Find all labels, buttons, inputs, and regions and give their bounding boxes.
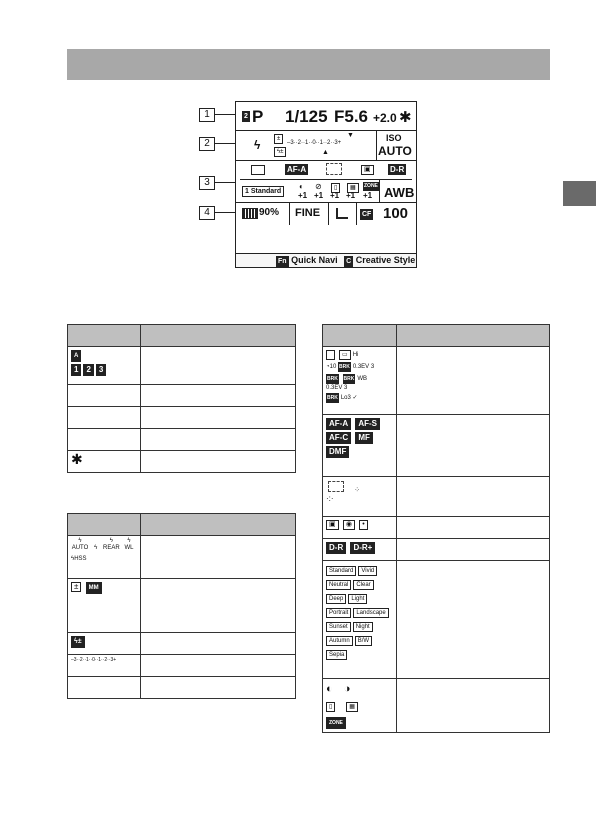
table-cell [141,677,296,699]
exposure-compensation: +2.0 [373,111,397,125]
flash-icon: ϟ [254,138,261,152]
creative-style-name: Standard [250,188,282,195]
header-cell [68,514,141,536]
style-portrait-icon: Portrait [326,608,351,618]
table-cell [397,477,550,517]
drive-single-icon [251,165,265,175]
row-label-line [215,143,235,144]
chapter-tab [563,181,596,206]
creative-style-icon: 1 Standard [242,186,284,197]
header-cell [141,514,296,536]
table-cell [141,655,296,677]
battery-percent: 90% [259,207,280,218]
dro-advanced-icon: D-R+ [350,542,375,554]
saturation-value: +1 [314,191,324,200]
c-button-icon: C [346,258,352,265]
af-s-icon: AF-S [355,418,380,430]
brightness-icon: ▦ [347,183,359,193]
style-autumn-icon: Autumn [326,636,353,646]
flash-auto-icon: ϟ AUTO [71,538,89,551]
zone-value: +1 [363,191,373,200]
flash-comp-icon: ϟ± [274,147,286,157]
style-params-cell [323,679,397,733]
metering-icon: ▣ [361,165,374,175]
af-spot-icon: ⁘ [354,487,361,494]
metering-center-icon: ◉ [343,520,355,530]
memory-icon: 2 [244,113,248,120]
bracket-c-value: 0.3EV 3 [352,364,375,370]
table-cell [141,429,296,451]
saturation-icon: ◑ [343,683,351,695]
table-cell [141,451,296,473]
scale-marker-bottom: ▲ [322,149,329,156]
contrast-value: +1 [298,191,308,200]
flash-wl-icon: ϟ WL [124,538,134,551]
brightness-icon: ▦ [346,702,358,712]
divider [289,203,290,225]
sharpness-icon: ▯ [326,702,335,712]
fn-button-icon: Fn [278,258,287,265]
flash-modes-cell [68,536,141,579]
scale-marker-top: ▼ [347,132,354,139]
table-cell [68,677,141,699]
mf-icon: MF [355,432,373,444]
aperture-value: F5.6 [334,107,369,126]
flash-fill-icon: ϟ [94,545,98,551]
saturation-icon: ⊘ [315,182,322,191]
bracket-s-value: 0.3EV 3 [326,385,348,391]
af-modes-cell [323,415,397,477]
row-label-line [215,114,235,115]
divider [356,203,357,225]
contrast-icon: ◐ [299,182,304,191]
flash-comp-icon: ϟ± [71,636,85,648]
memory-2-icon: 2 [83,364,93,376]
af-mode-icon: AF-A [287,165,307,174]
memory-3-icon: 3 [96,364,106,376]
row-label-line [215,212,235,213]
table-cell [397,561,550,679]
lcd-display-panel [235,101,417,254]
sharpness-icon: ▯ [331,183,340,193]
zone-icon: ZONE [326,717,346,729]
auto-mode-icon: A [71,350,81,362]
table-cell [68,347,141,385]
style-neutral-icon: Neutral [326,580,351,590]
media-icon: CF [362,211,372,218]
metered-scale: –3··2··1··0··1··2··3+ [287,140,342,146]
style-clear-icon: Clear [353,580,373,590]
table-cell [68,429,141,451]
header-cell [68,325,141,347]
self-timer-value: 10 [329,364,337,370]
dro-icon: D-R [390,165,405,174]
exposure-comp-icon: ± [71,582,81,592]
af-wide-icon [328,481,344,492]
dro-cell [323,539,397,561]
dmf-icon: DMF [326,446,349,458]
memory-1-icon: 1 [71,364,81,376]
flash-hss-icon: ϟHSS [71,556,87,562]
table-cell [141,385,296,407]
remaining-shots: 100 [383,205,409,222]
brightness-value: +1 [346,191,356,200]
section-header-bar [67,49,550,80]
zone-icon: ZONE [364,183,378,189]
battery-icon [242,208,258,219]
bracket-icon: MM [86,582,102,594]
drive-hi-label: Hi [352,352,359,358]
quick-navi-label: Quick Navi [291,255,338,265]
bracket-wb-label: WB [357,376,368,382]
style-bw-icon: B/W [355,636,372,646]
style-landscape-icon: Landscape [353,608,388,618]
header-cell [141,325,296,347]
table-right [322,324,550,733]
contrast-icon: ◐ [326,683,333,695]
table-cell [397,415,550,477]
remote-icon: ✓ [352,395,358,401]
panel-row-3 [236,161,416,203]
creative-style-label: Creative Style [355,255,416,265]
table-cell [141,633,296,655]
bracket-wb-icon: BRK [343,376,355,382]
table-left-1 [67,324,296,473]
white-balance: AWB [384,185,415,200]
table-cell [68,579,141,633]
iso-label: ISO [386,133,402,143]
panel-row-2 [236,131,416,161]
bracket-s-icon: BRK [327,376,338,382]
panel-navi-bar [235,254,417,268]
table-cell [68,385,141,407]
table-left-2 [67,513,296,699]
image-quality: FINE [295,207,321,219]
row-label-line [215,182,235,183]
header-cell [397,325,550,347]
table-cell [68,407,141,429]
metered-scale: –3··2··1··0··1··2··3+ [71,657,117,663]
exposure-mode: P [252,107,264,126]
table-cell [397,679,550,733]
table-cell [141,579,296,633]
row-label-3: 3 [199,176,215,190]
ae-lock-icon: ✱ [68,451,141,473]
iso-value: AUTO [378,144,412,158]
table-cell [397,347,550,415]
af-a-icon: AF-A [326,418,351,430]
aspect-icon [336,208,348,219]
panel-row-4 [236,203,416,225]
style-deep-icon: Deep [326,594,346,604]
divider [328,203,329,225]
metering-multi-icon: ▣ [326,520,339,530]
af-area-cell [323,477,397,517]
row-label-1: 1 [199,108,215,122]
panel-row-divider [240,179,412,180]
divider [376,131,377,160]
flash-rear-icon: ϟ REAR [103,538,120,551]
bracket-dro-value: Lo3 [340,395,351,401]
metered-scale-cell [68,655,141,677]
row-label-4: 4 [199,206,215,220]
creative-styles-cell [323,561,397,679]
af-local-icon: ·:· [326,494,334,503]
style-vivid-icon: Vivid [358,566,377,576]
style-night-icon: Night [353,622,373,632]
table-cell [141,536,296,579]
header-cell [323,325,397,347]
table-cell [397,539,550,561]
dro-standard-icon: D-R [326,542,346,554]
sharpness-value: +1 [330,191,340,200]
row-label-2: 2 [199,137,215,151]
style-light-icon: Light [348,594,367,604]
style-sepia-icon: Sepia [326,650,347,660]
shutter-speed: 1/125 [285,107,328,126]
ae-lock-icon: ✱ [399,109,412,126]
bracket-dro-icon: BRK [327,395,338,401]
table-cell [141,407,296,429]
table-cell [141,347,296,385]
metering-spot-icon: • [359,520,367,530]
table-cell [68,633,141,655]
divider [379,180,380,202]
bracket-c-icon: BRK [338,364,350,370]
af-area-icon [326,163,342,175]
metering-cell [323,517,397,539]
style-sunset-icon: Sunset [326,622,351,632]
drive-single-icon [326,350,335,360]
panel-row-1 [236,102,416,131]
exposure-comp-icon: ± [274,134,283,144]
drive-modes-cell [323,347,397,415]
af-c-icon: AF-C [326,432,351,444]
drive-continuous-icon: ▭ [339,350,351,360]
table-cell [397,517,550,539]
style-standard-icon: Standard [326,566,356,576]
self-timer-icon: ◔ [326,364,330,370]
